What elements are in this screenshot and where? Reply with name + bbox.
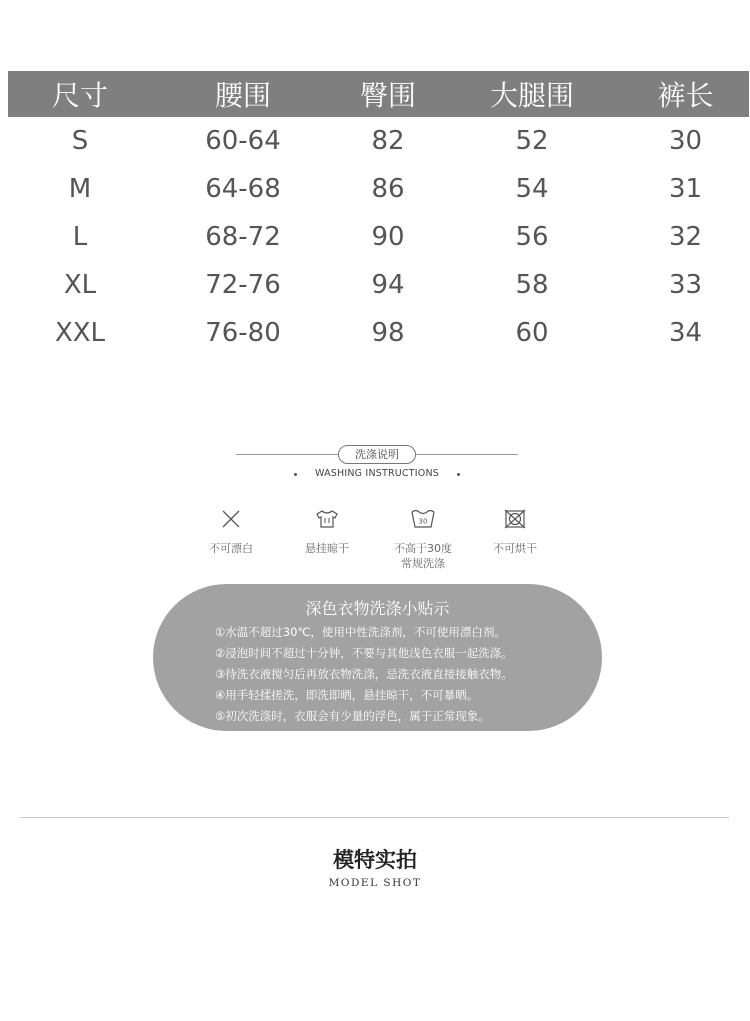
table-cell: 76-80 xyxy=(205,318,281,348)
divider xyxy=(236,454,338,455)
tip-line: ⑤初次洗涤时，衣服会有少量的浮色，属于正常现象。 xyxy=(215,709,490,723)
table-cell: 72-76 xyxy=(205,270,281,300)
table-row xyxy=(8,165,749,213)
table-cell: XL xyxy=(63,270,97,300)
model-shot-title: 模特实拍 xyxy=(333,848,417,872)
tip-line: ④用手轻揉搓洗，即洗即晒，悬挂晾干，不可暴晒。 xyxy=(215,688,479,702)
bullet-dot xyxy=(457,473,460,476)
table-cell: 56 xyxy=(515,222,549,252)
header-thigh: 大腿围 xyxy=(489,79,574,112)
table-cell: S xyxy=(71,126,89,156)
no-bleach-icon xyxy=(186,505,276,533)
table-cell: 64-68 xyxy=(205,174,281,204)
tips-title: 深色衣物洗涤小贴示 xyxy=(305,599,450,618)
care-item-no-tumble-dry xyxy=(470,505,560,556)
tip-line: ①水温不超过30℃，使用中性洗涤剂，不可使用漂白剂。 xyxy=(215,625,506,639)
washing-title-cn: 洗涤说明 xyxy=(338,445,416,464)
table-cell: 90 xyxy=(371,222,405,252)
table-cell: 31 xyxy=(668,174,703,204)
washing-tips-panel xyxy=(153,584,602,731)
model-shot-subtitle: MODEL SHOT xyxy=(328,877,422,889)
tip-line: ②浸泡时间不超过十分钟，不要与其他浅色衣服一起洗涤。 xyxy=(215,646,513,660)
table-cell: 34 xyxy=(668,318,703,348)
wash-temperature: 30 xyxy=(418,517,428,526)
table-cell: 30 xyxy=(668,126,703,156)
care-label-line: 常规洗涤 xyxy=(401,557,445,570)
section-divider xyxy=(20,817,729,818)
table-cell: 68-72 xyxy=(205,222,281,252)
table-cell: 60-64 xyxy=(205,126,281,156)
table-cell: 58 xyxy=(515,270,549,300)
table-row xyxy=(8,117,749,165)
header-length: 裤长 xyxy=(657,79,714,112)
table-row xyxy=(8,213,749,261)
size-table xyxy=(8,71,749,357)
care-label xyxy=(378,541,468,571)
table-cell: 52 xyxy=(515,126,549,156)
table-row xyxy=(8,261,749,309)
tip-line: ③待洗衣液搅匀后再放衣物洗涤，忌洗衣液直接接触衣物。 xyxy=(215,667,513,681)
divider xyxy=(416,454,518,455)
no-tumble-dry-icon xyxy=(470,505,560,533)
hang-dry-icon xyxy=(282,505,372,533)
table-cell: 82 xyxy=(371,126,405,156)
size-table-header xyxy=(8,71,749,117)
care-label: 悬挂晾干 xyxy=(305,542,349,555)
care-item-hang-dry xyxy=(282,505,372,556)
washing-title-en: WASHING INSTRUCTIONS xyxy=(315,468,439,479)
table-cell: 32 xyxy=(668,222,703,252)
table-cell: L xyxy=(72,222,88,252)
header-waist: 腰围 xyxy=(214,79,271,112)
table-cell: 98 xyxy=(371,318,405,348)
wash-30-icon xyxy=(378,505,468,533)
table-cell: 94 xyxy=(371,270,405,300)
table-cell: 54 xyxy=(515,174,549,204)
table-row xyxy=(8,309,749,357)
header-size: 尺寸 xyxy=(51,79,108,112)
care-item-no-bleach xyxy=(186,505,276,556)
table-cell: 33 xyxy=(668,270,703,300)
care-label-line: 不高于30度 xyxy=(394,542,452,555)
table-cell: 86 xyxy=(371,174,405,204)
care-item-wash-30 xyxy=(378,505,468,571)
table-cell: M xyxy=(68,174,92,204)
table-cell: XXL xyxy=(54,318,106,348)
table-cell: 60 xyxy=(515,318,549,348)
care-label: 不可漂白 xyxy=(209,542,253,555)
washing-instructions-header xyxy=(236,443,518,483)
header-hip: 臀围 xyxy=(359,79,416,112)
care-label: 不可烘干 xyxy=(493,542,537,555)
